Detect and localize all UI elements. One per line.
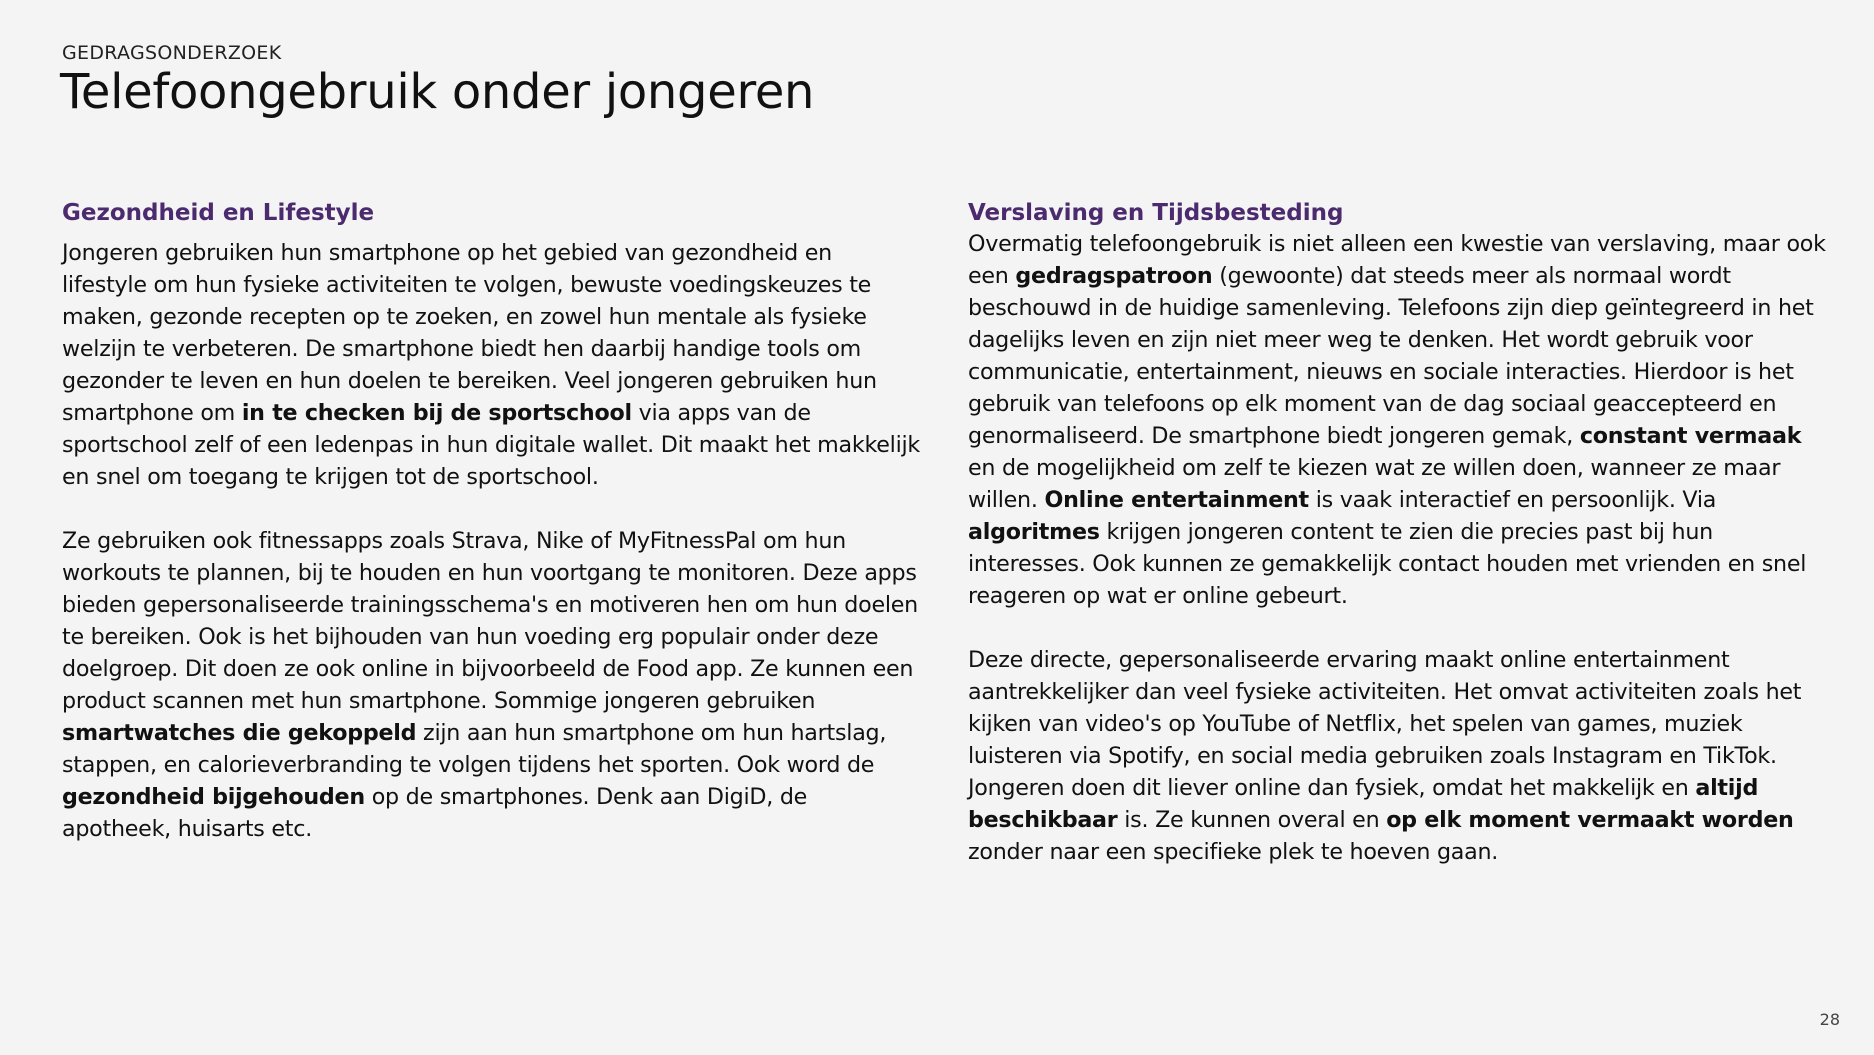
bold-run: in te checken bij de sportschool	[241, 400, 632, 426]
text-run: is vaak interactief en persoonlijk. Via	[1308, 487, 1717, 513]
left-column-heading: Gezondheid en Lifestyle	[62, 200, 375, 226]
right-column-heading: Verslaving en Tijdsbesteding	[968, 200, 1344, 226]
bold-run: constant vermaak	[1579, 423, 1802, 449]
page-number: 28	[1819, 1010, 1840, 1029]
text-run: en de mogelijkheid om zelf te kiezen wat ze willen doen, wanneer ze maar willen.	[968, 455, 1781, 513]
section-eyebrow: GEDRAGSONDERZOEK	[62, 42, 282, 64]
bold-run: altijd beschikbaar	[968, 775, 1759, 833]
right-paragraph-1	[968, 228, 1828, 612]
text-run: Deze directe, gepersonaliseerde ervaring maakt online entertainment aantrekkelijker dan veel fysieke activiteiten. Het omvat activiteiten zoals het kijken van video's op YouTube of Netflix, het spelen van games, muziek luisteren via Spotify, en social media gebruiken zoals Instagram en TikTok. Jongeren doen dit liever online dan fysiek, omdat het makkelijk en	[968, 647, 1802, 801]
text-run: Ze gebruiken ook fitnessapps zoals Strava, Nike of MyFitnessPal om hun workouts te plannen, bij te houden en hun voortgang te monitoren. Deze apps bieden gepersonaliseerde trainingsschema's en motiveren hen om hun doelen te bereiken. Ook is het bijhouden van hun voeding erg populair onder deze doelgroep. Dit doen ze ook online in bijvoorbeeld de Food app. Ze kunnen een product scannen met hun smartphone. Sommige jongeren gebruiken	[62, 528, 918, 714]
bold-run: gezondheid bijgehouden	[62, 784, 365, 810]
right-paragraph-2	[968, 644, 1828, 868]
text-run: Overmatig telefoongebruik is niet alleen een kwestie van verslaving, maar ook een	[968, 231, 1826, 289]
bold-run: algoritmes	[968, 519, 1100, 545]
left-paragraph-2	[62, 525, 922, 845]
bold-run: op elk moment vermaakt worden	[1386, 807, 1794, 833]
right-column	[968, 198, 1828, 868]
text-run: via apps van de sportschool zelf of een ledenpas in hun digitale wallet. Dit maakt het makkelijk en snel om toegang te krijgen tot de sportschool.	[62, 400, 920, 490]
text-run: op de smartphones. Denk aan DigiD, de apotheek, huisarts etc.	[62, 784, 808, 842]
page-title: Telefoongebruik onder jongeren	[60, 64, 815, 120]
text-run: zijn aan hun smartphone om hun hartslag, stappen, en calorieverbranding te volgen tijdens het sporten. Ook word de	[62, 720, 887, 778]
text-run: zonder naar een specifieke plek te hoeven gaan.	[968, 839, 1499, 865]
text-run: (gewoonte) dat steeds meer als normaal wordt beschouwd in de huidige samenleving. Telefoons zijn diep geïntegreerd in het dagelijks leven en zijn niet meer weg te denken. Het wordt gebruik voor communicatie, entertainment, nieuws en sociale interacties. Hierdoor is het gebruik van telefoons op elk moment van de dag sociaal geaccepteerd en genormaliseerd. De smartphone biedt jongeren gemak,	[968, 263, 1814, 449]
bold-run: Online entertainment	[1044, 487, 1309, 513]
text-run: Jongeren gebruiken hun smartphone op het gebied van gezondheid en lifestyle om hun fysieke activiteiten te volgen, bewuste voedingskeuzes te maken, gezonde recepten op te zoeken, en zowel hun mentale als fysieke welzijn te verbeteren. De smartphone biedt hen daarbij handige tools om gezonder te leven en hun doelen te bereiken. Veel jongeren gebruiken hun smartphone om	[62, 240, 877, 426]
text-run: is. Ze kunnen overal en	[1117, 807, 1387, 833]
bold-run: gedragspatroon	[1015, 263, 1213, 289]
text-run: krijgen jongeren content te zien die precies past bij hun interesses. Ook kunnen ze gemakkelijk contact houden met vrienden en snel reageren op wat er online gebeurt.	[968, 519, 1807, 609]
left-paragraph-1	[62, 237, 922, 493]
bold-run: smartwatches die gekoppeld	[62, 720, 417, 746]
left-column	[62, 198, 922, 845]
